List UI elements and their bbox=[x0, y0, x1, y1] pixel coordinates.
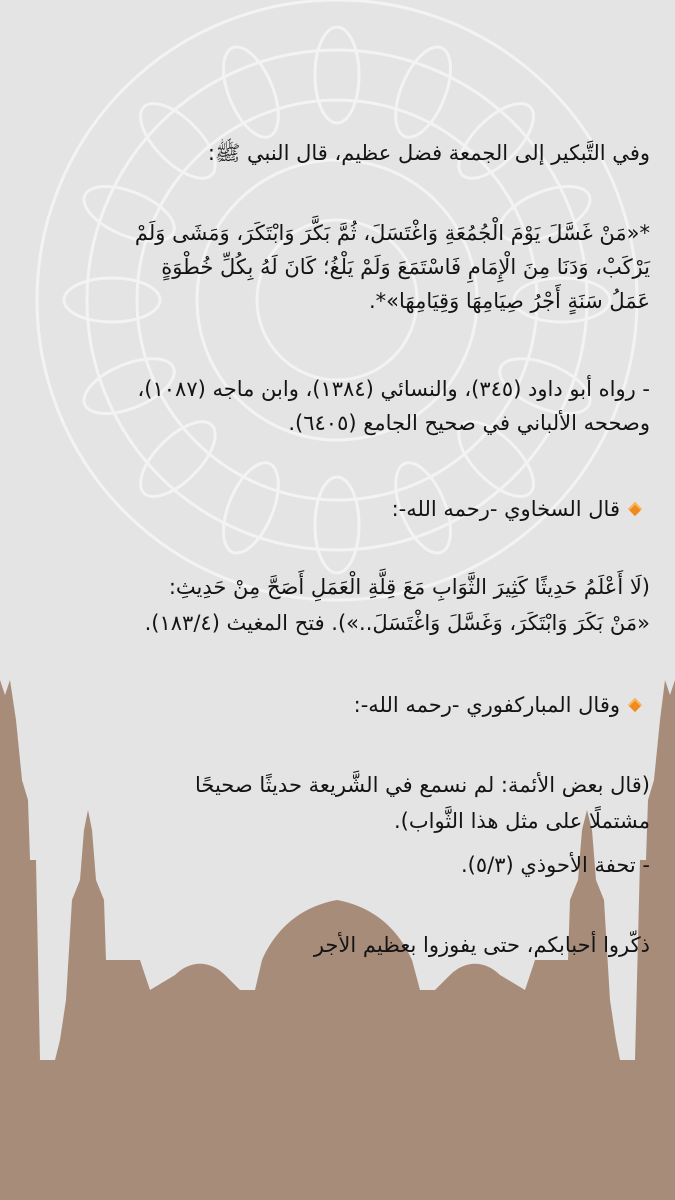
sakhawi-heading bbox=[25, 494, 650, 524]
hadith-line: يَرْكَبْ، وَدَنَا مِنَ الْإِمَامِ فَاسْتَمَعَ وَلَمْ يَلْغُ؛ كَانَ لَهُ بِكُلِّ خُطْوَةٍ bbox=[161, 255, 650, 279]
mubarakfuri-quote-line: (قال بعض الأئمة: لم نسمع في الشَّريعة حديثًا صحيحًا bbox=[195, 773, 650, 797]
mubarakfuri-source-line: - تحفة الأحوذي (٥/٣). bbox=[460, 853, 650, 877]
orange-diamond-icon bbox=[628, 502, 642, 516]
hadith-line: عَمَلُ سَنَةٍ أَجْرُ صِيَامِهَا وَقِيَامِهَا»*. bbox=[368, 289, 650, 313]
sakhawi-quote-line: (لَا أَعْلَمُ حَدِيثًا كَثِيرَ الثَّوَابِ مَعَ قِلَّةِ الْعَمَلِ أَصَحَّ مِنْ حَدِيثِ: bbox=[168, 575, 650, 599]
closing-line: ذكّروا أحبابكم، حتى يفوزوا بعظيم الأجر bbox=[313, 933, 650, 957]
sakhawi-quote-line: «مَنْ بَكَرَ وَابْتَكَرَ، وَغَسَّلَ وَاغْتَسَلَ..»). فتح المغيث (١٨٣/٤). bbox=[144, 611, 650, 635]
orange-diamond-icon bbox=[628, 698, 642, 712]
mubarakfuri-quote-line: مشتملًا على مثل هذا الثَّواب). bbox=[394, 809, 650, 833]
hadith-line: *«مَنْ غَسَّلَ يَوْمَ الْجُمُعَةِ وَاغْتَسَلَ، ثُمَّ بَكَّرَ وَابْتَكَرَ، وَمَشَى وَلَمْ bbox=[134, 221, 650, 245]
mubarakfuri-heading-text: وقال المباركفوري -رحمه الله-: bbox=[353, 693, 620, 717]
mubarakfuri-heading bbox=[25, 690, 650, 720]
source-line: وصححه الألباني في صحيح الجامع (٦٤٠٥). bbox=[288, 411, 650, 435]
sakhawi-heading-text: قال السخاوي -رحمه الله-: bbox=[391, 497, 620, 521]
source-line: - رواه أبو داود (٣٤٥)، والنسائي (١٣٨٤)، وابن ماجه (١٠٨٧)، bbox=[137, 377, 650, 401]
intro-line: وفي التَّبكير إلى الجمعة فضل عظيم، قال النبي ﷺ: bbox=[207, 141, 650, 165]
